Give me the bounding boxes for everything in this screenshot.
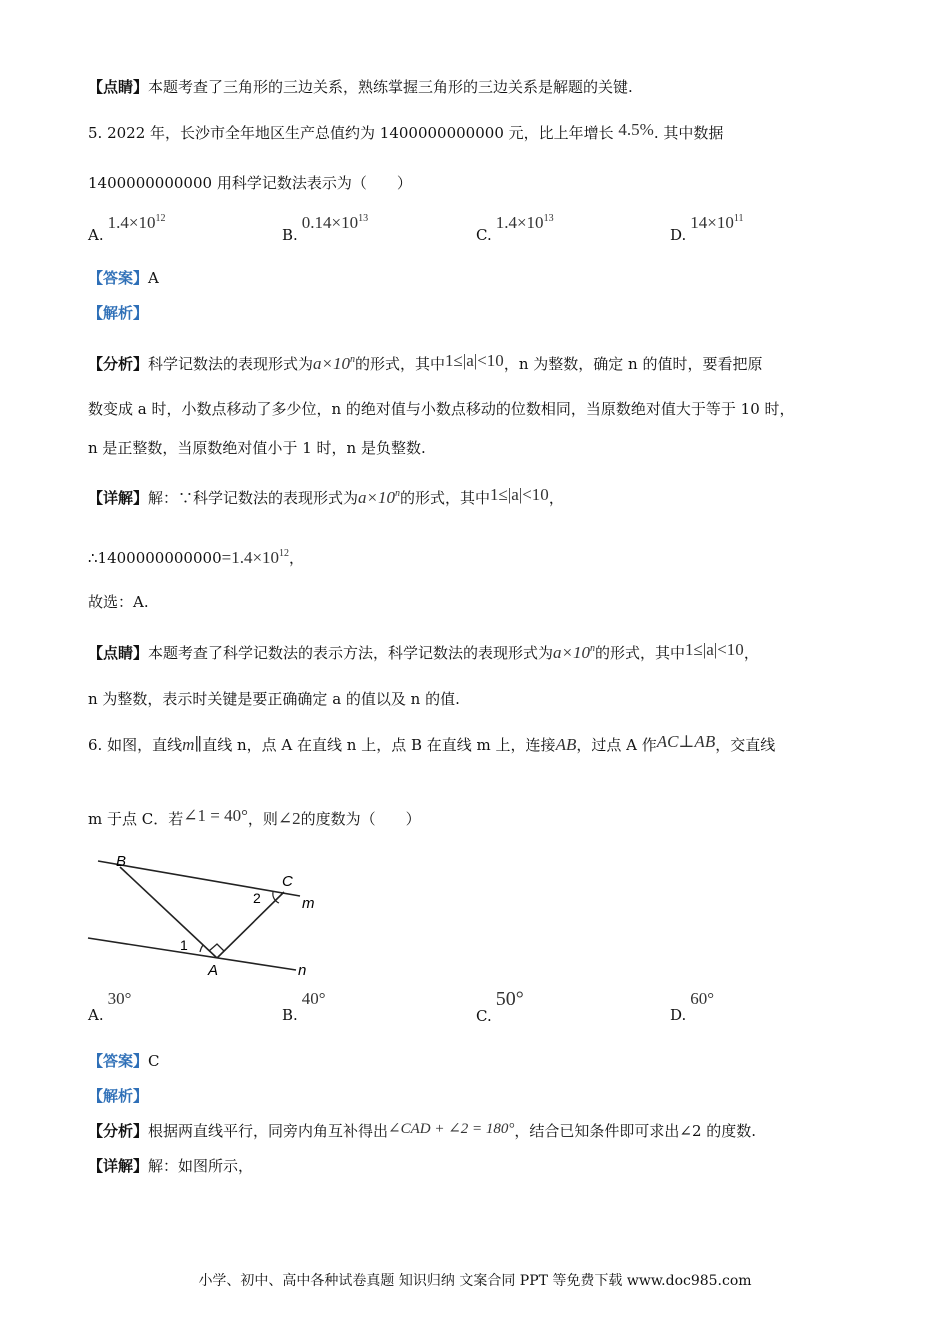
option-letter: B.: [282, 226, 298, 244]
fenxi-text: ，结合已知条件即可求出∠2 的度数.: [514, 1122, 757, 1140]
label-b: B: [116, 853, 127, 870]
option-exp: 11: [733, 213, 744, 224]
answer-tag: 【答案】: [88, 269, 149, 287]
right-angle-mark: [209, 944, 224, 951]
fenxi-text: ，n 为整数，确定 n 的值时，要看把原: [503, 355, 763, 373]
q6-text: 6. 如图，直线: [88, 736, 183, 754]
option-base: 14×10: [690, 213, 734, 232]
dianjing-text: ，: [743, 644, 759, 662]
fenxi-tag: 【分析】: [88, 355, 149, 373]
option-value: 60°: [690, 989, 715, 1008]
q5-dianjing-line1: [88, 638, 759, 664]
xiangjie-result: [222, 548, 289, 567]
formula-sci: [553, 643, 595, 662]
option-letter: A.: [88, 1006, 104, 1024]
q5-analysis-tag: [88, 302, 148, 324]
q6-analysis-tag: [88, 1085, 148, 1107]
q5-xiangjie-line2: [88, 543, 304, 569]
q6-text: 的度数为（ ）: [300, 810, 421, 828]
angle2-formula: ∠2: [277, 809, 301, 828]
label-a: A: [208, 962, 219, 979]
xiangjie-number: ∴1400000000000: [88, 549, 222, 567]
q5-stem-line1: [88, 122, 723, 144]
q5-xiangjie-line3: 故选：A.: [88, 593, 149, 611]
option-value: [496, 213, 554, 232]
segment-ac: [217, 892, 284, 958]
fenxi-tag: 【分析】: [88, 1122, 149, 1140]
q6-option-b: [282, 989, 326, 1026]
q6-text: ，过点 A 作: [576, 736, 657, 754]
line-m: [98, 861, 300, 896]
answer-value: C: [148, 1052, 160, 1070]
q6-fenxi: [88, 1120, 756, 1143]
option-letter: D.: [670, 226, 687, 244]
option-base: 1.4×10: [107, 213, 156, 232]
xiangjie-tag: 【详解】: [88, 489, 149, 507]
analysis-tag: 【解析】: [88, 1087, 149, 1105]
formula-base: a×10: [313, 354, 351, 373]
dianjing-text: 的形式，其中: [595, 644, 686, 662]
line-n: [88, 938, 296, 970]
q6-answer: [88, 1050, 160, 1072]
q6-text: 直线 n，点 A 在直线 n 上，点 B 在直线 m 上，连接: [202, 736, 556, 754]
range-formula: 1≤|a|<10: [445, 351, 504, 370]
perp-formula: AC⊥AB: [656, 732, 716, 751]
option-letter: A.: [88, 226, 104, 244]
remark-tag: 【点睛】: [88, 78, 149, 96]
q6-option-c: [476, 988, 524, 1027]
q6-text: ，则: [247, 810, 278, 828]
q5-fenxi-line3: n 是正整数，当原数绝对值小于 1 时，n 是负整数.: [88, 439, 426, 457]
option-base: 1.4×10: [495, 213, 544, 232]
label-m: m: [302, 895, 315, 912]
option-letter: D.: [670, 1006, 687, 1024]
answer-tag: 【答案】: [88, 1052, 149, 1070]
q6-xiangjie: [88, 1155, 253, 1177]
option-value: 30°: [107, 989, 132, 1008]
q5-fenxi-line2: 数变成 a 时，小数点移动了多少位，n 的绝对值与小数点移动的位数相同，当原数绝对值大于等于 10 时，: [88, 400, 795, 418]
q6-option-d: [670, 989, 715, 1026]
fenxi-text: 根据两直线平行，同旁内角互补得出: [148, 1122, 389, 1140]
option-exp: 12: [155, 213, 166, 224]
q5-fenxi-line1: [88, 349, 762, 375]
option-exp: 13: [543, 213, 554, 224]
q5-xiangjie-line1: [88, 483, 564, 509]
option-value: [690, 213, 743, 232]
q6-text: ，交直线: [715, 736, 776, 754]
xiangjie-text: ，: [548, 489, 564, 507]
option-value: [108, 213, 166, 232]
q5-option-a: [88, 213, 166, 246]
label-one: 1: [180, 937, 188, 953]
q5-option-c: [476, 213, 554, 246]
option-letter: C.: [476, 226, 492, 244]
label-c: C: [282, 873, 293, 890]
page-footer: 小学、初中、高中各种试卷真题 知识归纳 文案合同 PPT 等免费下载 www.doc985.com: [198, 1273, 752, 1289]
option-letter: C.: [476, 1007, 492, 1025]
geometry-figure: [80, 848, 340, 983]
angle1-arc: [200, 945, 203, 952]
label-n: n: [298, 962, 307, 979]
range-formula: 1≤|a|<10: [490, 485, 549, 504]
range-formula: 1≤|a|<10: [685, 640, 744, 659]
analysis-tag: 【解析】: [88, 304, 149, 322]
q5-stem-line2: 1400000000000 用科学记数法表示为（ ）: [88, 174, 412, 192]
option-value: 40°: [301, 989, 326, 1008]
formula-exp: n: [590, 643, 596, 654]
q5-percent: 4.5%: [618, 120, 654, 139]
q5-option-b: [282, 213, 369, 246]
xiangjie-text: 解：∵科学记数法的表现形式为: [148, 489, 359, 507]
q5-stem-text-end: . 其中数据: [653, 124, 724, 142]
dianjing-text: 本题考查了科学记数法的表示方法，科学记数法的表现形式为: [148, 644, 554, 662]
answer-value: A: [148, 269, 159, 287]
option-exp: 13: [358, 213, 369, 224]
label-two: 2: [253, 890, 261, 906]
fenxi-text: 的形式，其中: [355, 355, 446, 373]
q5-option-d: [670, 213, 744, 246]
q6-option-a: [88, 989, 132, 1026]
q5-dianjing-line2: n 为整数，表示时关键是要正确确定 a 的值以及 n 的值.: [88, 690, 460, 708]
angle-sum-formula: ∠CAD + ∠2 = 180°: [388, 1121, 515, 1137]
dianjing-tag: 【点睛】: [88, 644, 149, 662]
formula-exp: n: [395, 488, 401, 499]
xiangjie-text: 的形式，其中: [400, 489, 491, 507]
formula-sci: [313, 354, 355, 373]
result-exp: 12: [279, 548, 290, 559]
formula-base: a×10: [553, 643, 591, 662]
result-base: =1.4×10: [221, 548, 280, 567]
segment-ab: AB: [555, 735, 577, 754]
q6-text: m 于点 C．若: [88, 810, 184, 828]
angle1-formula: ∠1 = 40°: [183, 806, 248, 825]
option-value: [302, 213, 368, 232]
q5-stem-text: 5. 2022 年，长沙市全年地区生产总值约为 1400000000000 元，比上年增长: [88, 124, 614, 142]
parallel-formula: m∥: [182, 735, 203, 754]
option-letter: B.: [282, 1006, 298, 1024]
formula-exp: n: [350, 354, 356, 365]
remark-text: 本题考查了三角形的三边关系，熟练掌握三角形的三边关系是解题的关键.: [148, 78, 633, 96]
xiangjie-text: ，: [289, 549, 305, 567]
xiangjie-text: 解：如图所示，: [148, 1157, 254, 1175]
previous-remark: [88, 76, 633, 98]
option-value: 50°: [495, 988, 524, 1010]
segment-ab: [120, 867, 217, 958]
formula-sci: [358, 488, 400, 507]
fenxi-text: 科学记数法的表现形式为: [148, 355, 314, 373]
q6-stem-line1: [88, 734, 775, 756]
option-base: 0.14×10: [301, 213, 359, 232]
formula-base: a×10: [358, 488, 396, 507]
q5-answer: [88, 267, 159, 289]
xiangjie-tag: 【详解】: [88, 1157, 149, 1175]
q6-stem-line2: [88, 808, 421, 830]
